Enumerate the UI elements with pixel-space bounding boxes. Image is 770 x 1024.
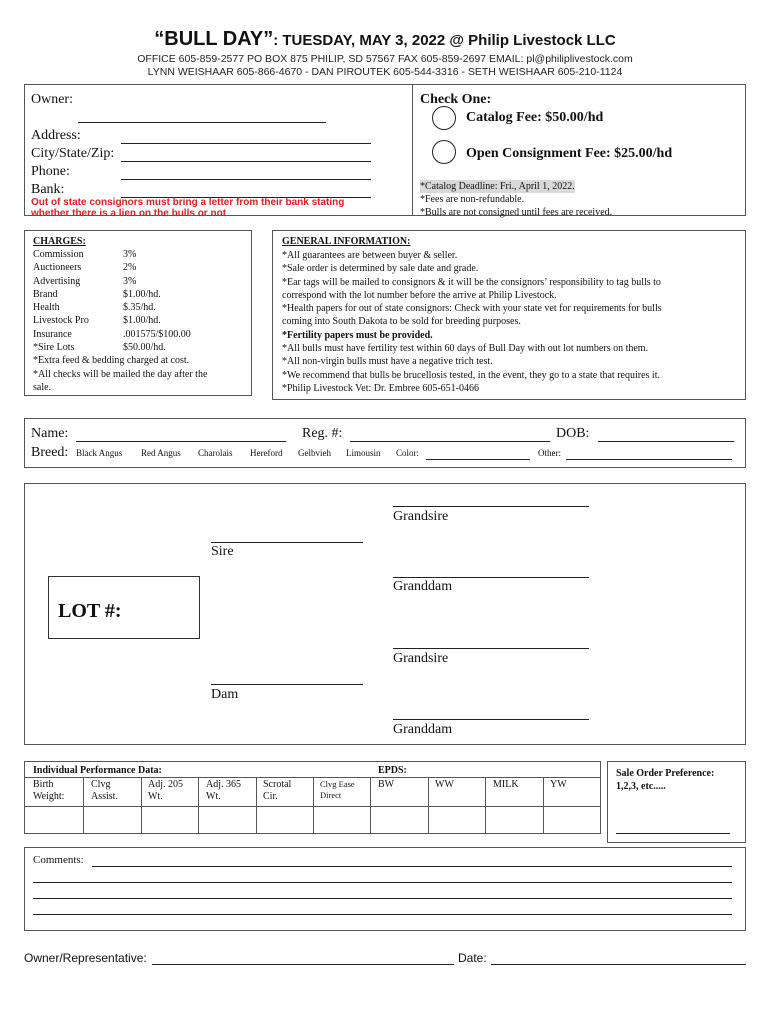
dam-grandsire-label: Grandsire (393, 651, 449, 666)
charge-name: Insurance (33, 328, 72, 340)
comments-line[interactable] (33, 898, 732, 899)
sire-field[interactable] (211, 542, 363, 543)
owner-field[interactable] (78, 122, 326, 123)
info-line: *Sale order is determined by sale date and grade. (282, 263, 479, 275)
col-birth-weight: Birth Weight: (33, 779, 65, 802)
lien-warning-clip (31, 208, 351, 215)
charge-row (33, 341, 243, 354)
address-field[interactable] (121, 143, 371, 144)
dam-label: Dam (211, 687, 239, 702)
catalog-fee-radio[interactable] (432, 106, 456, 130)
info-line-bold: *Fertility papers must be provided. (282, 329, 433, 341)
charge-name: Health (33, 302, 60, 314)
open-consignment-label: Open Consignment Fee: $25.00/hd (466, 146, 673, 161)
charge-name: Commission (33, 249, 84, 260)
charges-list (33, 248, 243, 394)
charge-value: $1.00/hd. (123, 315, 161, 327)
charge-row (33, 261, 243, 274)
sire-grandsire-field[interactable] (393, 506, 589, 507)
general-info-list (282, 249, 742, 395)
breed-option[interactable]: Black Angus (76, 448, 123, 458)
sale-order-field[interactable] (616, 833, 730, 834)
dam-granddam-field[interactable] (393, 719, 589, 720)
charge-value: 3% (123, 275, 137, 287)
breed-option[interactable]: Limousin (346, 448, 381, 458)
owner-divider (412, 84, 413, 216)
color-field[interactable] (426, 459, 530, 460)
fees-required: *Bulls are not consigned until fees are received. (420, 207, 613, 218)
lien-warning-2: whether there is a lien on the bulls or not (31, 208, 227, 215)
name-label: Name: (31, 426, 69, 441)
title-main: “BULL DAY” (154, 28, 274, 50)
col-divider (256, 777, 257, 833)
staff-line: LYNN WEISHAAR 605-866-4670 - DAN PIROUTEK 605-544-3316 - SETH WEISHAAR 605-210-1124 (147, 66, 623, 78)
title-rest: : TUESDAY, MAY 3, 2022 @ Philip Livestock LLC (273, 32, 616, 49)
performance-title: Individual Performance Data: (33, 765, 162, 776)
col-milk: MILK (493, 779, 519, 790)
charges-title: CHARGES: (33, 236, 86, 247)
dam-field[interactable] (211, 684, 363, 685)
info-line: coming into South Dakota to be sold for breeding purposes. (282, 316, 521, 328)
col-adj-205: Adj. 205 Wt. (148, 779, 183, 802)
charge-row (33, 288, 243, 301)
epds-title: EPDS: (378, 765, 407, 776)
charge-name: *Sire Lots (33, 342, 75, 354)
col-divider (428, 777, 429, 833)
col-ww: WW (435, 779, 454, 790)
open-consignment-radio[interactable] (432, 140, 456, 164)
reg-field[interactable] (350, 441, 550, 442)
date-label: Date: (458, 951, 487, 965)
charge-row (33, 275, 243, 288)
info-line: correspond with the lot number before the arrive at Philip Livestock. (282, 289, 557, 301)
col-adj-365: Adj. 365 Wt. (206, 779, 241, 802)
dam-granddam-label: Granddam (393, 722, 453, 737)
info-line: *We recommend that bulls be brucellosis tested, in the event, they go to a state that requires it. (282, 369, 660, 381)
breed-label: Breed: (31, 445, 69, 460)
office-line: OFFICE 605-859-2577 PO BOX 875 PHILIP, SD 57567 FAX 605-859-2697 EMAIL: pl@philiplivestock.com (137, 53, 633, 65)
charge-value: 3% (123, 249, 137, 260)
col-scrotal: Scrotal Cir. (263, 779, 292, 802)
charge-row (33, 301, 243, 314)
phone-label: Phone: (31, 164, 70, 179)
charge-name: Advertising (33, 275, 81, 287)
owner-rep-field[interactable] (152, 964, 454, 965)
sale-order-title: Sale Order Preference: (616, 768, 715, 779)
breed-option[interactable]: Charolais (198, 448, 233, 458)
color-label: Color: (396, 448, 420, 458)
info-line: *Ear tags will be mailed to consignors & it will be the consignors’ responsibility to tag bulls to (282, 276, 661, 288)
comments-box (24, 847, 746, 931)
charge-value: $1.00/hd. (123, 288, 161, 300)
charge-name: Auctioneers (33, 262, 82, 274)
dam-grandsire-field[interactable] (393, 648, 589, 649)
fees-nonrefundable: *Fees are non-refundable. (420, 194, 525, 205)
col-divider (198, 777, 199, 833)
charge-name: Livestock Pro (33, 315, 89, 327)
sale-order-hint: 1,2,3, etc..... (616, 781, 666, 792)
lien-warning: Out of state consignors must bring a letter from their bank stating (31, 197, 345, 208)
col-divider (485, 777, 486, 833)
col-clvg-ease: Clvg Ease Direct (320, 779, 355, 800)
info-line: *All bulls must have fertility test within 60 days of Bull Day with out lot numbers on them. (282, 343, 649, 355)
animal-info-box (24, 418, 746, 468)
info-line: *Philip Livestock Vet: Dr. Embree 605-651-0466 (282, 382, 480, 394)
sire-granddam-field[interactable] (393, 577, 589, 578)
comments-label: Comments: (33, 854, 84, 866)
charge-row (33, 328, 243, 341)
charge-value: $50.00/hd. (123, 342, 166, 354)
charge-note: sale. (33, 381, 52, 393)
city-field[interactable] (121, 161, 371, 162)
reg-label: Reg. #: (302, 426, 343, 441)
col-divider (141, 777, 142, 833)
owner-rep-label: Owner/Representative: (24, 951, 147, 965)
address-label: Address: (31, 128, 81, 143)
check-one-title: Check One: (420, 92, 492, 107)
col-bw: BW (378, 779, 395, 790)
catalog-fee-label: Catalog Fee: $50.00/hd (466, 110, 604, 125)
dob-field[interactable] (598, 441, 734, 442)
charge-note: *All checks will be mailed the day after the (33, 368, 208, 380)
dob-label: DOB: (556, 426, 590, 441)
info-line: *Health papers for out of state consignors: Check with your state vet for requirements for bulls (282, 303, 662, 315)
general-info-title: GENERAL INFORMATION: (282, 236, 411, 247)
date-field[interactable] (491, 964, 746, 965)
name-field[interactable] (76, 441, 286, 442)
bank-label: Bank: (31, 182, 65, 197)
charge-value: 2% (123, 262, 137, 274)
col-clvg-assist: Clvg Assist. (91, 779, 118, 802)
breed-option[interactable]: Gelbvieh (298, 448, 331, 458)
sire-label: Sire (211, 544, 234, 559)
comments-line[interactable] (33, 882, 732, 883)
page-title (0, 28, 770, 51)
charge-value: $.35/hd. (123, 302, 156, 314)
charge-value: .001575/$100.00 (123, 328, 191, 340)
sire-granddam-label: Granddam (393, 579, 453, 594)
comments-line[interactable] (33, 914, 732, 915)
info-line: *All guarantees are between buyer & seller. (282, 250, 458, 261)
col-yw: YW (550, 779, 567, 790)
other-field[interactable] (566, 459, 732, 460)
lot-number-label: LOT #: (58, 600, 122, 622)
charge-name: Brand (33, 288, 58, 300)
catalog-deadline: *Catalog Deadline: Fri., April 1, 2022. (420, 181, 575, 192)
col-divider (543, 777, 544, 833)
comments-line[interactable] (92, 866, 732, 867)
col-divider (83, 777, 84, 833)
col-divider (313, 777, 314, 833)
phone-field[interactable] (121, 179, 371, 180)
breed-option[interactable]: Red Angus (141, 448, 181, 458)
city-label: City/State/Zip: (31, 146, 115, 161)
owner-label: Owner: (31, 92, 73, 107)
charge-row (33, 248, 243, 261)
info-line: *All non-virgin bulls must have a negative trich test. (282, 356, 493, 368)
col-divider (370, 777, 371, 833)
breed-option[interactable]: Hereford (250, 448, 283, 458)
charge-note: *Extra feed & bedding charged at cost. (33, 355, 190, 367)
other-label: Other: (538, 448, 561, 458)
sire-grandsire-label: Grandsire (393, 509, 449, 524)
charge-row (33, 314, 243, 327)
